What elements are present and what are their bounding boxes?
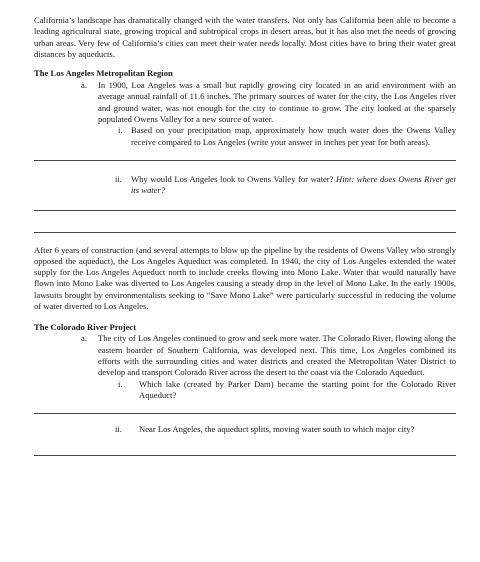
- worksheet-page: [34, 15, 456, 456]
- colorado-question-i-marker: i.: [118, 378, 123, 389]
- la-item-a-marker: a.: [81, 80, 87, 91]
- aqueduct-paragraph: After 6 years of construction (and several attempts to blow up the pipeline by the residents of Owens Valley who strongly opposed the aqueduct), the Los Angeles Aqueduct was completed. In 1940, the city of Los Angeles extended the water supply for the Los Angeles Aqueduct north to include creeks flowing into Mono Lake. Water that would naturally have flown into Mono Lake was diverted to Los Angeles causing a steady drop in the level of Mono Lake. In the early 1900s, lawsuits brought by environmentalists seeking to “Save Mono Lake” were particularly successful in reducing the volume of water diverted to Los Angeles.: [34, 244, 456, 312]
- colorado-question-i-text: Which lake (created by Parker Dam) became the starting point for the Colorado River Aqueduct?: [139, 378, 456, 400]
- answer-line-la-ii-1[interactable]: [34, 210, 456, 211]
- answer-line-colorado-ii[interactable]: [34, 455, 456, 456]
- colorado-item-a: [81, 333, 456, 378]
- la-question-ii-marker: ii.: [115, 173, 122, 184]
- la-item-a: [81, 80, 456, 125]
- la-question-i-marker: i.: [118, 125, 123, 136]
- colorado-question-ii-text: Near Los Angeles, the aqueduct splits, moving water south to which major city?: [139, 424, 415, 435]
- la-question-ii: [115, 174, 456, 197]
- colorado-item-a-text: The city of Los Angeles continued to grow and seek more water. The Colorado River, flowing along the eastern boarder of Southern California, was developed next. This time, Los Angeles combined its efforts with the surrounding cities and water districts and created the Metropolitan Water District to develop and transport Colorado River across the desert to the coast via the Colorado Aqueduct.: [98, 333, 456, 378]
- intro-paragraph: California’s landscape has dramatically changed with the water transfers. Not only has California been able to become a leading agricultural state, growing tropical and subtropical crops in desert areas, but it has also met the needs of growing urban areas. Very few of California’s cities can meet their water needs locally. Most cities have to bring their water great distances by aqueducts.: [34, 15, 456, 59]
- colorado-item-a-marker: a.: [81, 333, 87, 344]
- answer-line-colorado-i[interactable]: [34, 413, 456, 414]
- la-question-i-text: Based on your precipitation map, approximately how much water does the Owens Valley receive compared to Los Angeles (write your answer in inches per year for both areas).: [131, 125, 456, 147]
- la-section-heading: The Los Angeles Metropolitan Region: [34, 68, 173, 79]
- la-item-a-text: In 1900, Loa Angeles was a small but rapidly growing city located in an arid environment with an average annual rainfall of 11.6 inches. The primary sources of water for the city, the Los Angeles river and ground water, was not enough for the city to continue to grow. The city looked at the sparsely populated Owens Valley for a new source of water.: [98, 80, 456, 125]
- la-question-ii-hint: Hint: where does Owens River get its water?: [131, 173, 456, 196]
- colorado-question-ii-marker: ii.: [115, 424, 122, 435]
- colorado-question-i: [118, 379, 456, 402]
- answer-line-la-ii-2[interactable]: [34, 232, 456, 233]
- la-question-ii-prompt: Why would Los Angeles look to Owens Valley for water?: [131, 173, 337, 184]
- colorado-question-ii: [115, 424, 456, 435]
- la-question-i: [118, 125, 456, 148]
- colorado-section-heading: The Colorado River Project: [34, 322, 137, 333]
- la-question-ii-text: [131, 174, 456, 197]
- answer-line-la-i[interactable]: [34, 160, 456, 161]
